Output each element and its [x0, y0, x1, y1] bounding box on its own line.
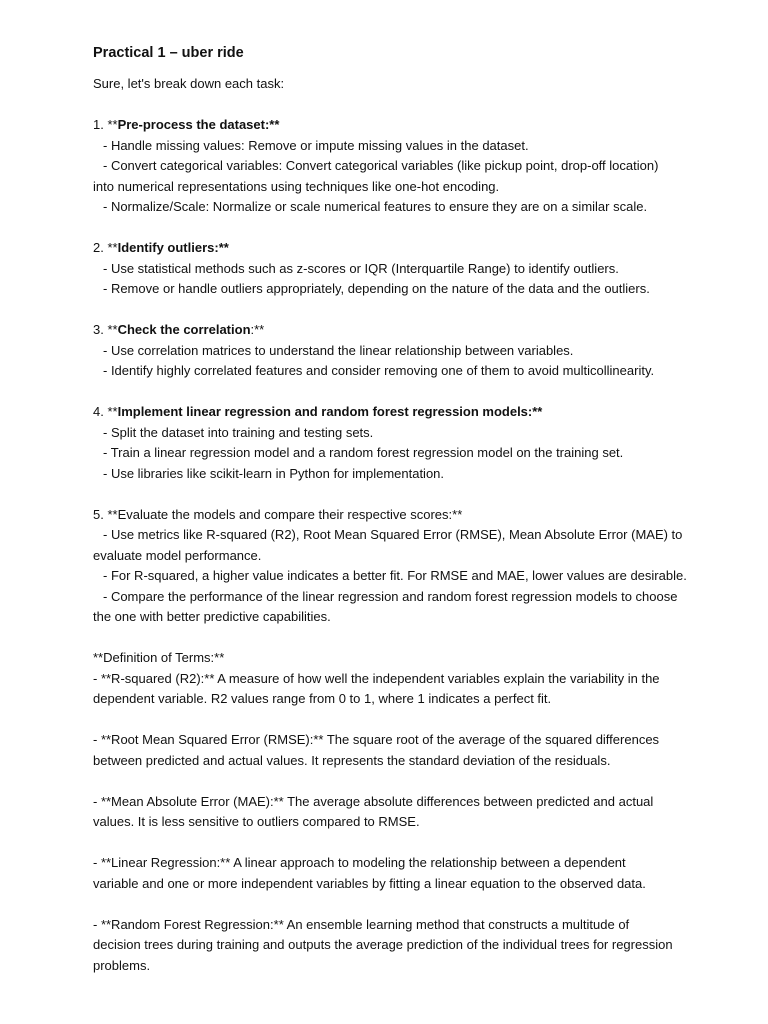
list-item-continuation: evaluate model performance.	[93, 547, 262, 563]
definition-line: - **Root Mean Squared Error (RMSE):** The square root of the average of the squared differences	[93, 732, 660, 747]
list-item: - Use libraries like scikit-learn in Python for implementation.	[103, 465, 445, 481]
definition-line: between predicted and actual values. It represents the standard deviation of the residuals.	[93, 752, 611, 768]
intro-line: Sure, let's break down each task:	[93, 76, 285, 91]
definition-line: dependent variable. R2 values range from 0 to 1, where 1 indicates a perfect fit.	[93, 691, 552, 706]
definition-line: variable and one or more independent variables by fitting a linear equation to the observed data.	[93, 875, 646, 891]
list-item: - Convert categorical variables: Convert categorical variables (like pickup point, drop-off location)	[103, 158, 659, 173]
definition-line: - **Linear Regression:** A linear approach to modeling the relationship between a dependent	[93, 855, 626, 870]
definitions-heading: **Definition of Terms:**	[93, 650, 225, 665]
section-heading-text: Identify outliers:**	[117, 240, 229, 255]
list-item: - For R-squared, a higher value indicates a better fit. For RMSE and MAE, lower values are desirable.	[103, 568, 687, 583]
section-prefix: 4. **	[93, 404, 118, 419]
document-body	[93, 74, 733, 976]
list-item: - Use metrics like R-squared (R2), Root Mean Squared Error (RMSE), Mean Absolute Error (MAE) to	[103, 527, 683, 542]
list-item: - Normalize/Scale: Normalize or scale numerical features to ensure they are on a similar scale.	[103, 199, 648, 214]
section-heading-2	[93, 238, 733, 259]
list-item: - Remove or handle outliers appropriately, depending on the nature of the data and the outliers.	[103, 281, 650, 296]
document-title: Practical 1 – uber ride	[93, 45, 244, 61]
section-heading-3	[93, 320, 733, 341]
section-heading-text: Implement linear regression and random forest regression models:**	[117, 404, 543, 419]
list-item-continuation: the one with better predictive capabilities.	[93, 609, 331, 624]
definition-line: - **Mean Absolute Error (MAE):** The average absolute differences between predicted and actual	[93, 793, 654, 809]
section-suffix: :**	[250, 322, 265, 337]
definition-line: - **R-squared (R2):** A measure of how well the independent variables explain the variability in the	[93, 670, 660, 686]
section-prefix: 3. **	[93, 322, 118, 337]
list-item: - Use correlation matrices to understand the linear relationship between variables.	[103, 342, 574, 358]
list-item: - Compare the performance of the linear regression and random forest regression models to choose	[103, 588, 678, 604]
list-item: - Split the dataset into training and testing sets.	[103, 424, 374, 440]
section-heading-1	[93, 115, 733, 136]
definition-line: problems.	[93, 957, 151, 973]
section-heading-5	[93, 505, 733, 526]
section-suffix: 5. **Evaluate the models and compare their respective scores:**	[93, 506, 463, 522]
definition-line: - **Random Forest Regression:** An ensemble learning method that constructs a multitude of	[93, 916, 630, 932]
definition-line: decision trees during training and outputs the average prediction of the individual trees for regression	[93, 937, 673, 952]
list-item-continuation: into numerical representations using techniques like one-hot encoding.	[93, 178, 500, 194]
section-heading-text: Check the correlation	[117, 322, 251, 337]
section-heading-4	[93, 402, 733, 423]
list-item: - Handle missing values: Remove or impute missing values in the dataset.	[103, 137, 529, 153]
list-item: - Identify highly correlated features and consider removing one of them to avoid multicollinearity.	[103, 363, 655, 378]
section-heading-text: Pre-process the dataset:**	[117, 117, 280, 132]
list-item: - Train a linear regression model and a random forest regression model on the training set.	[103, 445, 624, 460]
list-item: - Use statistical methods such as z-scores or IQR (Interquartile Range) to identify outliers.	[103, 260, 619, 276]
section-prefix: 2. **	[93, 240, 118, 255]
definition-line: values. It is less sensitive to outliers compared to RMSE.	[93, 814, 420, 829]
section-prefix: 1. **	[93, 117, 118, 132]
